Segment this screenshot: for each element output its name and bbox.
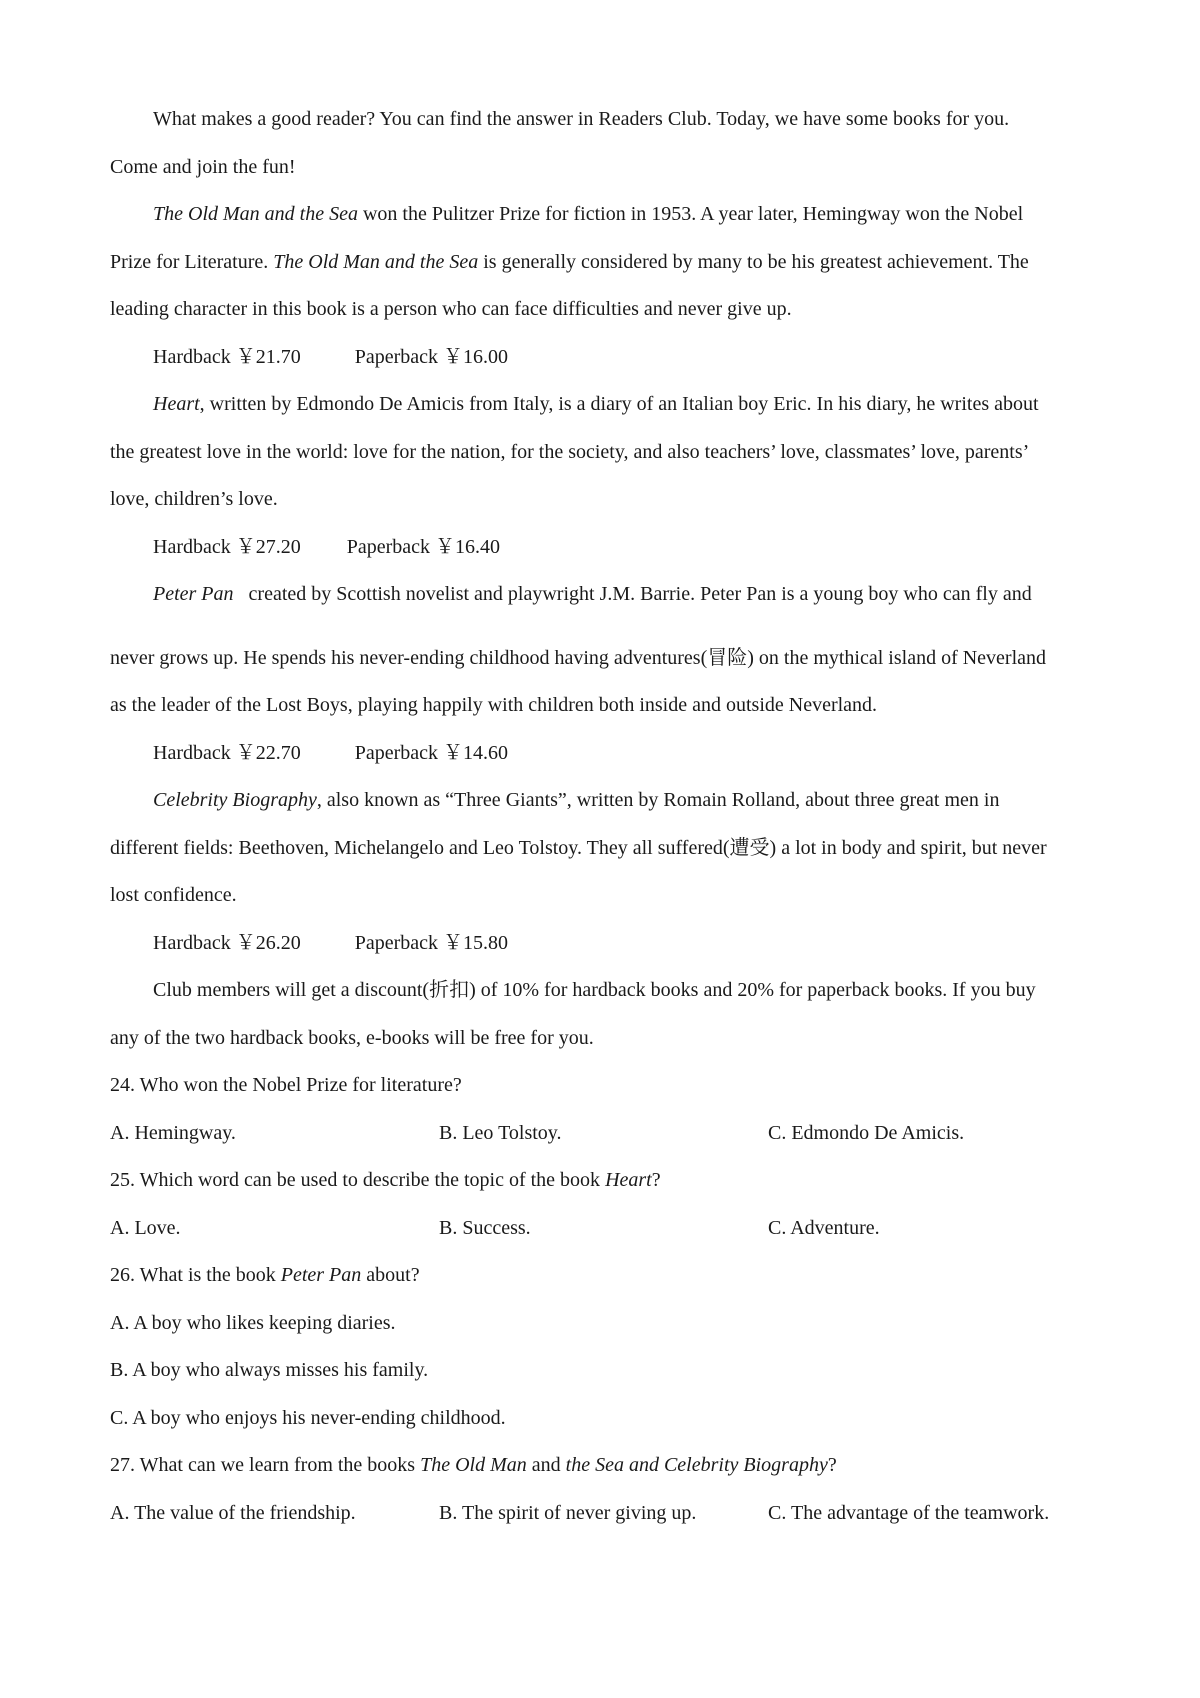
book2-line-2: the greatest love in the world: love for the nation, for the society, and also teachers’ love, classmates’ love, parents’ xyxy=(110,440,1030,463)
book4-line-2: different fields: Beethoven, Michelangelo and Leo Tolstoy. They all suffered(遭受) a lot in body and spirit, but never xyxy=(110,836,1047,859)
book3-paperback-price: Paperback ￥14.60 xyxy=(354,741,509,764)
question-26-option-c: C. A boy who enjoys his never-ending childhood. xyxy=(110,1406,506,1429)
question-27-option-a: A. The value of the friendship. xyxy=(110,1501,356,1524)
book4-hardback-price: Hardback ￥26.20 xyxy=(153,931,301,954)
question-25-stem: 25. Which word can be used to describe the topic of the book Heart? xyxy=(110,1169,661,1191)
book1-title: The Old Man and the Sea xyxy=(153,203,358,225)
book3-line-2: never grows up. He spends his never-ending childhood having adventures(冒险) on the mythical island of Neverland xyxy=(110,646,1047,669)
book3-title: Peter Pan xyxy=(153,583,234,605)
question-27-stem: 27. What can we learn from the books The Old Man and the Sea and Celebrity Biography? xyxy=(110,1454,837,1476)
book3-prices xyxy=(110,730,1100,778)
question-25-option-c: C. Adventure. xyxy=(768,1216,880,1239)
book4-prices xyxy=(110,920,1100,968)
book4-title: Celebrity Biography xyxy=(153,789,317,811)
book4-line-3: lost confidence. xyxy=(110,884,237,906)
book1-prices xyxy=(110,334,1100,382)
book2-prices xyxy=(110,524,1100,572)
question-24-option-b: B. Leo Tolstoy. xyxy=(439,1121,562,1144)
question-27-options xyxy=(110,1490,1100,1538)
book2-line-1: Heart, written by Edmondo De Amicis from Italy, is a diary of an Italian boy Eric. In his diary, he writes about xyxy=(153,393,1039,415)
book4-paperback-price: Paperback ￥15.80 xyxy=(354,931,509,954)
question-25-option-a: A. Love. xyxy=(110,1216,181,1239)
question-27-option-c: C. The advantage of the teamwork. xyxy=(768,1501,1050,1524)
book1-line-3: leading character in this book is a person who can face difficulties and never give up. xyxy=(110,298,792,320)
question-24-options xyxy=(110,1110,1100,1158)
book3-line-3: as the leader of the Lost Boys, playing happily with children both inside and outside Neverland. xyxy=(110,694,878,716)
question-26-option-a: A. A boy who likes keeping diaries. xyxy=(110,1311,396,1334)
intro-line-1: What makes a good reader? You can find the answer in Readers Club. Today, we have some books for you. xyxy=(153,108,1010,130)
question-25-options xyxy=(110,1205,1100,1253)
book1-hardback-price: Hardback ￥21.70 xyxy=(153,345,301,368)
document-page xyxy=(110,96,1100,1537)
question-24-option-a: A. Hemingway. xyxy=(110,1121,236,1144)
question-26-stem: 26. What is the book Peter Pan about? xyxy=(110,1264,420,1286)
book1-line-1: The Old Man and the Sea won the Pulitzer Prize for fiction in 1953. A year later, Hemingway won the Nobel xyxy=(153,203,1024,225)
book3-hardback-price: Hardback ￥22.70 xyxy=(153,741,301,764)
question-26-option-b: B. A boy who always misses his family. xyxy=(110,1359,429,1381)
question-24-option-c: C. Edmondo De Amicis. xyxy=(768,1121,965,1144)
book1-line-2: Prize for Literature. The Old Man and the Sea is generally considered by many to be his greatest achievement. The xyxy=(110,250,1029,273)
book1-paperback-price: Paperback ￥16.00 xyxy=(354,345,509,368)
book2-hardback-price: Hardback ￥27.20 xyxy=(153,535,301,558)
question-25-option-b: B. Success. xyxy=(439,1216,531,1239)
book3-line-1: Peter Pan created by Scottish novelist and playwright J.M. Barrie. Peter Pan is a young boy who can fly and xyxy=(153,583,1032,605)
book4-line-1: Celebrity Biography, also known as “Three Giants”, written by Romain Rolland, about three great men in xyxy=(153,789,1000,811)
book2-line-3: love, children’s love. xyxy=(110,488,278,510)
book2-title: Heart xyxy=(153,393,200,415)
club-line-2: any of the two hardback books, e-books will be free for you. xyxy=(110,1026,594,1049)
question-24-stem: 24. Who won the Nobel Prize for literature? xyxy=(110,1074,462,1096)
book2-paperback-price: Paperback ￥16.40 xyxy=(346,535,501,558)
intro-line-2: Come and join the fun! xyxy=(110,155,296,178)
question-27-option-b: B. The spirit of never giving up. xyxy=(439,1501,697,1524)
club-line-1: Club members will get a discount(折扣) of 10% for hardback books and 20% for paperback books. If you buy xyxy=(153,979,1036,1001)
